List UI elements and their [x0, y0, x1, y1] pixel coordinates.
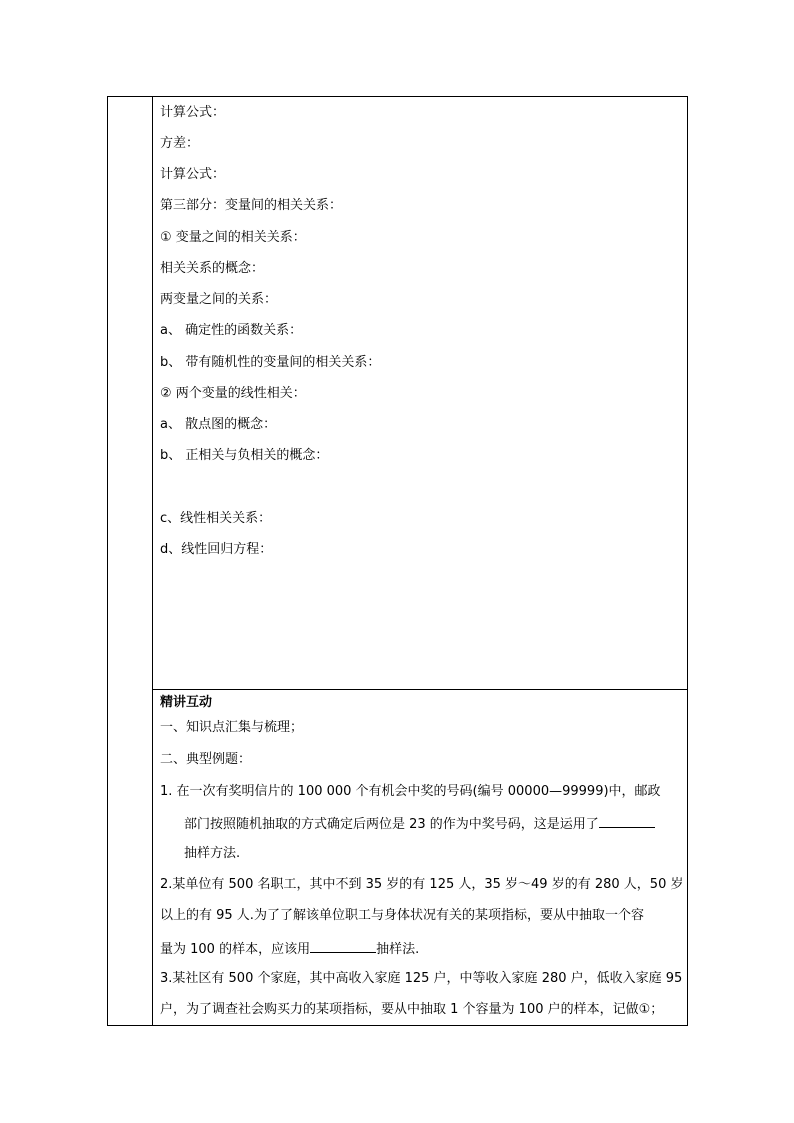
q2-line1: 2.某单位有 500 名职工，其中不到 35 岁的有 125 人，35 岁～49 岁的有 280 人，50 岁 [160, 877, 684, 892]
positive-negative-concept: b、 正相关与负相关的概念： [160, 448, 329, 463]
q2-answer-blank [310, 940, 376, 953]
examples-heading: 二、典型例题： [160, 752, 252, 767]
correlation-concept: 相关关系的概念： [160, 261, 265, 276]
q1-answer-blank [599, 815, 655, 828]
knowledge-summary: 一、知识点汇集与梳理； [160, 720, 304, 735]
q3-line1: 3.某社区有 500 个家庭，其中高收入家庭 125 户，中等收入家庭 280 户，低收入家庭 95 [160, 971, 683, 986]
formula-label-2: 计算公式： [160, 167, 226, 182]
formula-label: 计算公式： [160, 105, 226, 120]
q1-line3: 抽样方法. [184, 846, 241, 861]
correlation-item-1: ① 变量之间的相关关系： [160, 230, 306, 245]
scatter-concept: a、 散点图的概念： [160, 417, 277, 432]
row-divider [152, 689, 688, 690]
column-divider [152, 96, 153, 1026]
q1-line2-text: 部门按照随机抽取的方式确定后两位是 23 的作为中奖号码，这是运用了 [184, 817, 599, 832]
part-three-heading: 第三部分：变量间的相关关系： [160, 198, 343, 213]
q2-line2: 以上的有 95 人.为了了解该单位职工与身体状况有关的某项指标，要从中抽取一个容 [160, 908, 644, 923]
regression-equation: d、线性回归方程： [160, 542, 273, 557]
q2-line3-end: 抽样法. [376, 942, 420, 957]
linear-correlation: ② 两个变量的线性相关： [160, 386, 306, 401]
q1-line2 [184, 815, 655, 833]
q2-line3-text: 量为 100 的样本，应该用 [160, 942, 311, 957]
q1-line1: 1. 在一次有奖明信片的 100 000 个有机会中奖的号码(编号 00000—99999)中，邮政 [160, 784, 661, 799]
two-variable-relation: 两变量之间的关系： [160, 292, 278, 307]
functional-relation: a、 确定性的函数关系： [160, 323, 303, 338]
variance-label: 方差： [160, 136, 200, 151]
section-heading: 精讲互动 [160, 695, 213, 710]
linear-relation: c、线性相关关系： [160, 511, 272, 526]
q3-line2: 户，为了调查社会购买力的某项指标，要从中抽取 1 个容量为 100 户的样本，记做①； [160, 1002, 664, 1017]
random-relation: b、 带有随机性的变量间的相关关系： [160, 355, 381, 370]
q2-line3 [160, 940, 419, 958]
